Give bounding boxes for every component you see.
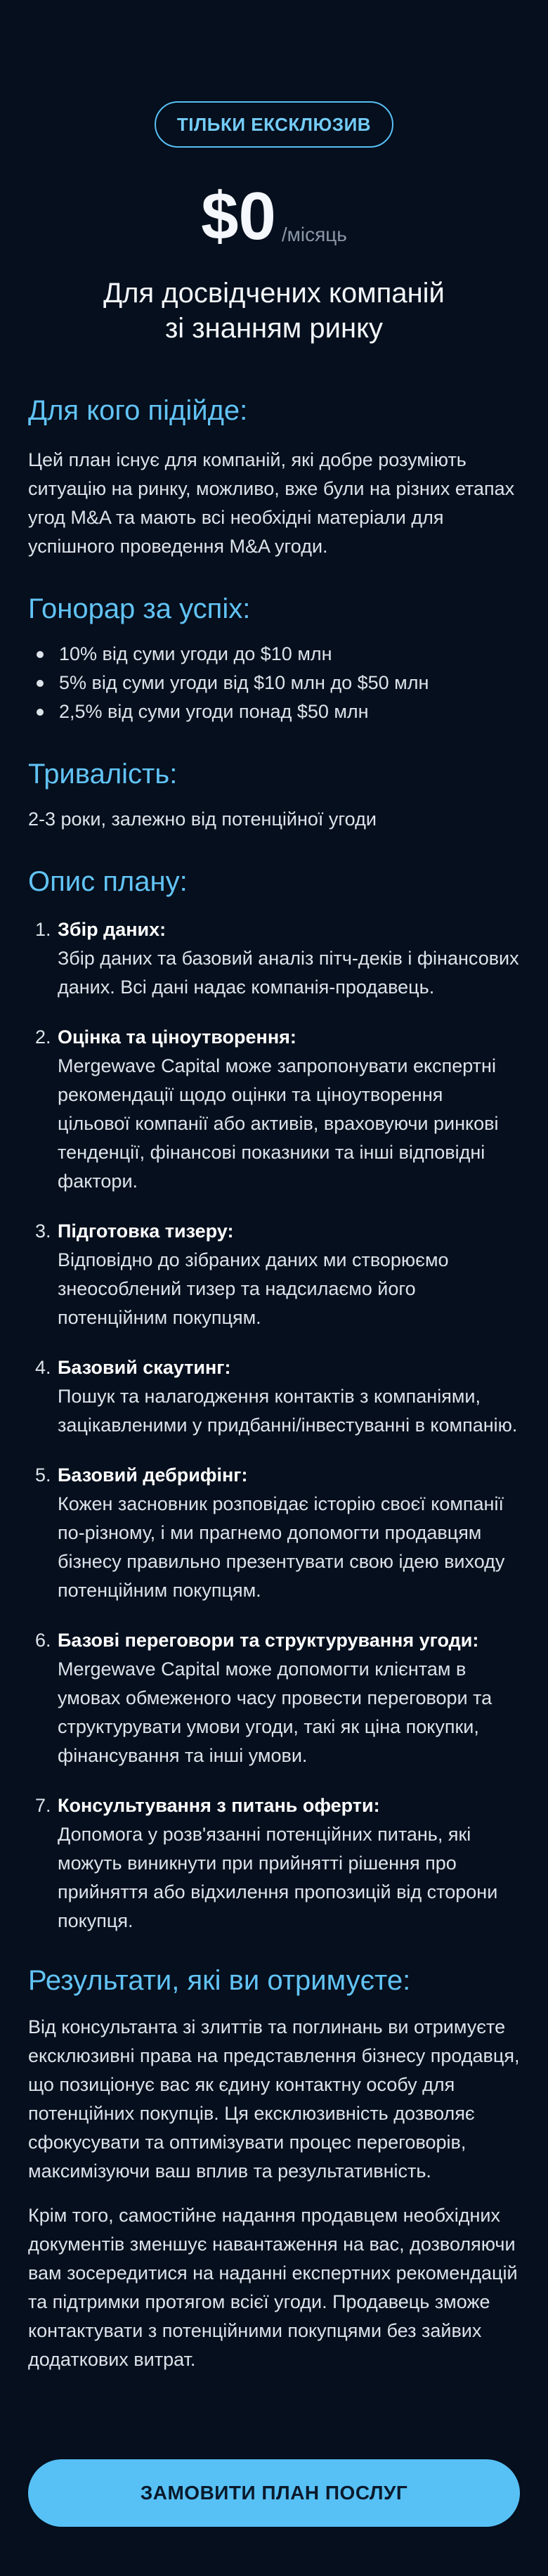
price-amount: $0 xyxy=(201,179,276,254)
fee-heading: Гонорар за успіх: xyxy=(28,593,251,624)
results-heading: Результати, які ви отримуєте: xyxy=(28,1965,411,1996)
results-paragraph-2: Крім того, самостійне надання продавцем необхідних документів зменшує навантаження на вас, дозволяючи вам зосередитися на наданні експертних рекомендацій та підтримки протягом всієї угоди. Продавець зможе контактувати з потенційними покупцями без зайвих додаткових витрат. xyxy=(28,2205,518,2370)
step-description: Mergewave Capital може запропонувати експертні рекомендації щодо оцінки та ціноутворення цільової компанії або активів, враховуючи ринкові тенденції, фінансові показники та інші відповідні фактори. xyxy=(58,1055,499,1192)
plan-heading: Опис плану: xyxy=(28,866,188,897)
step-title: Базові переговори та структурування угоди: xyxy=(58,1630,479,1651)
results-section xyxy=(28,1964,520,2374)
step-title: Базовий дебрифінг: xyxy=(58,1464,248,1486)
plan-step xyxy=(28,1023,520,1196)
fee-item-text: 2,5% від суми угоди понад $50 млн xyxy=(59,701,369,722)
fee-item xyxy=(28,697,520,726)
fee-section xyxy=(28,592,520,726)
plan-step xyxy=(28,1461,520,1605)
duration-heading: Тривалість: xyxy=(28,759,178,790)
step-number: 4. xyxy=(35,1357,51,1378)
exclusive-badge: ТІЛЬКИ ЕКСКЛЮЗИВ xyxy=(155,101,393,148)
duration-section xyxy=(28,757,520,834)
step-title: Збір даних: xyxy=(58,919,167,940)
plan-subtitle xyxy=(28,276,520,346)
price-period: /місяць xyxy=(281,224,347,245)
bullet-icon xyxy=(37,709,44,716)
fee-list xyxy=(28,640,520,726)
step-description: Допомога у розв'язанні потенційних питань, які можуть виникнути при прийнятті рішення про прийняття або відхилення пропозицій від сторони покупця. xyxy=(58,1824,498,1931)
who-section xyxy=(28,394,520,561)
fee-item xyxy=(28,640,520,669)
plan-step xyxy=(28,1217,520,1332)
step-description: Кожен засновник розповідає історію своєї компанії по-різному, і ми прагнемо допомогти продавцям бізнесу правильно презентувати свою ідею виходу потенційним покупцям. xyxy=(58,1493,505,1601)
step-number: 3. xyxy=(35,1221,51,1242)
order-plan-button[interactable]: ЗАМОВИТИ ПЛАН ПОСЛУГ xyxy=(28,2459,520,2527)
plan-step xyxy=(28,1626,520,1770)
step-title: Оцінка та ціноутворення: xyxy=(58,1026,296,1048)
plan-step xyxy=(28,1791,520,1936)
plan-step xyxy=(28,1353,520,1440)
step-number: 5. xyxy=(35,1464,51,1486)
plan-section xyxy=(28,865,520,1936)
step-description: Mergewave Capital може допомогти клієнтам в умовах обмеженого часу провести переговори та структурувати умови угоди, такі як ціна покупки, фінансування та інші умови. xyxy=(58,1659,492,1766)
subtitle-line-2: зі знанням ринку xyxy=(164,313,384,344)
fee-item-text: 10% від суми угоди до $10 млн xyxy=(59,643,332,664)
results-paragraph-1: Від консультанта зі злиттів та поглинань ви отримуєте ексклюзивні права на представлення бізнесу продавця, що позиціонує вас як єдину контактну особу для потенційних покупців. Ця ексклюзивність дозволяє сфокусувати та оптимізувати процес переговорів, максимізуючи ваш вплив та результативність. xyxy=(28,2016,520,2182)
duration-text: 2-3 роки, залежно від потенційної угоди xyxy=(28,809,377,830)
step-title: Консультування з питань оферти: xyxy=(58,1795,380,1816)
who-text: Цей план існує для компаній, які добре розуміють ситуацію на ринку, можливо, вже були на різних етапах угод M&A та мають всі необхідні матеріали для успішного проведення M&A угоди. xyxy=(28,449,515,557)
bullet-icon xyxy=(37,680,44,687)
who-heading: Для кого підійде: xyxy=(28,395,248,426)
step-number: 2. xyxy=(35,1026,51,1048)
step-description: Збір даних та базовий аналіз пітч-деків і фінансових даних. Всі дані надає компанія-продавець. xyxy=(58,948,519,998)
badge-wrapper xyxy=(28,0,520,148)
step-description: Відповідно до зібраних даних ми створюємо знеособлений тизер та надсилаємо його потенційним покупцям. xyxy=(58,1249,449,1328)
bullet-icon xyxy=(37,651,44,658)
step-number: 7. xyxy=(35,1795,51,1816)
step-number: 6. xyxy=(35,1630,51,1651)
step-description: Пошук та налагодження контактів з компаніями, зацікавленими у придбанні/інвестуванні в компанію. xyxy=(58,1386,518,1436)
step-title: Підготовка тизеру: xyxy=(58,1221,234,1242)
plan-steps xyxy=(28,915,520,1936)
plan-step xyxy=(28,915,520,1002)
step-number: 1. xyxy=(35,919,51,940)
fee-item-text: 5% від суми угоди від $10 млн до $50 млн xyxy=(59,672,429,693)
fee-item xyxy=(28,669,520,697)
subtitle-line-1: Для досвідчених компаній xyxy=(103,278,445,309)
step-title: Базовий скаутинг: xyxy=(58,1357,231,1378)
price-row xyxy=(28,179,520,254)
